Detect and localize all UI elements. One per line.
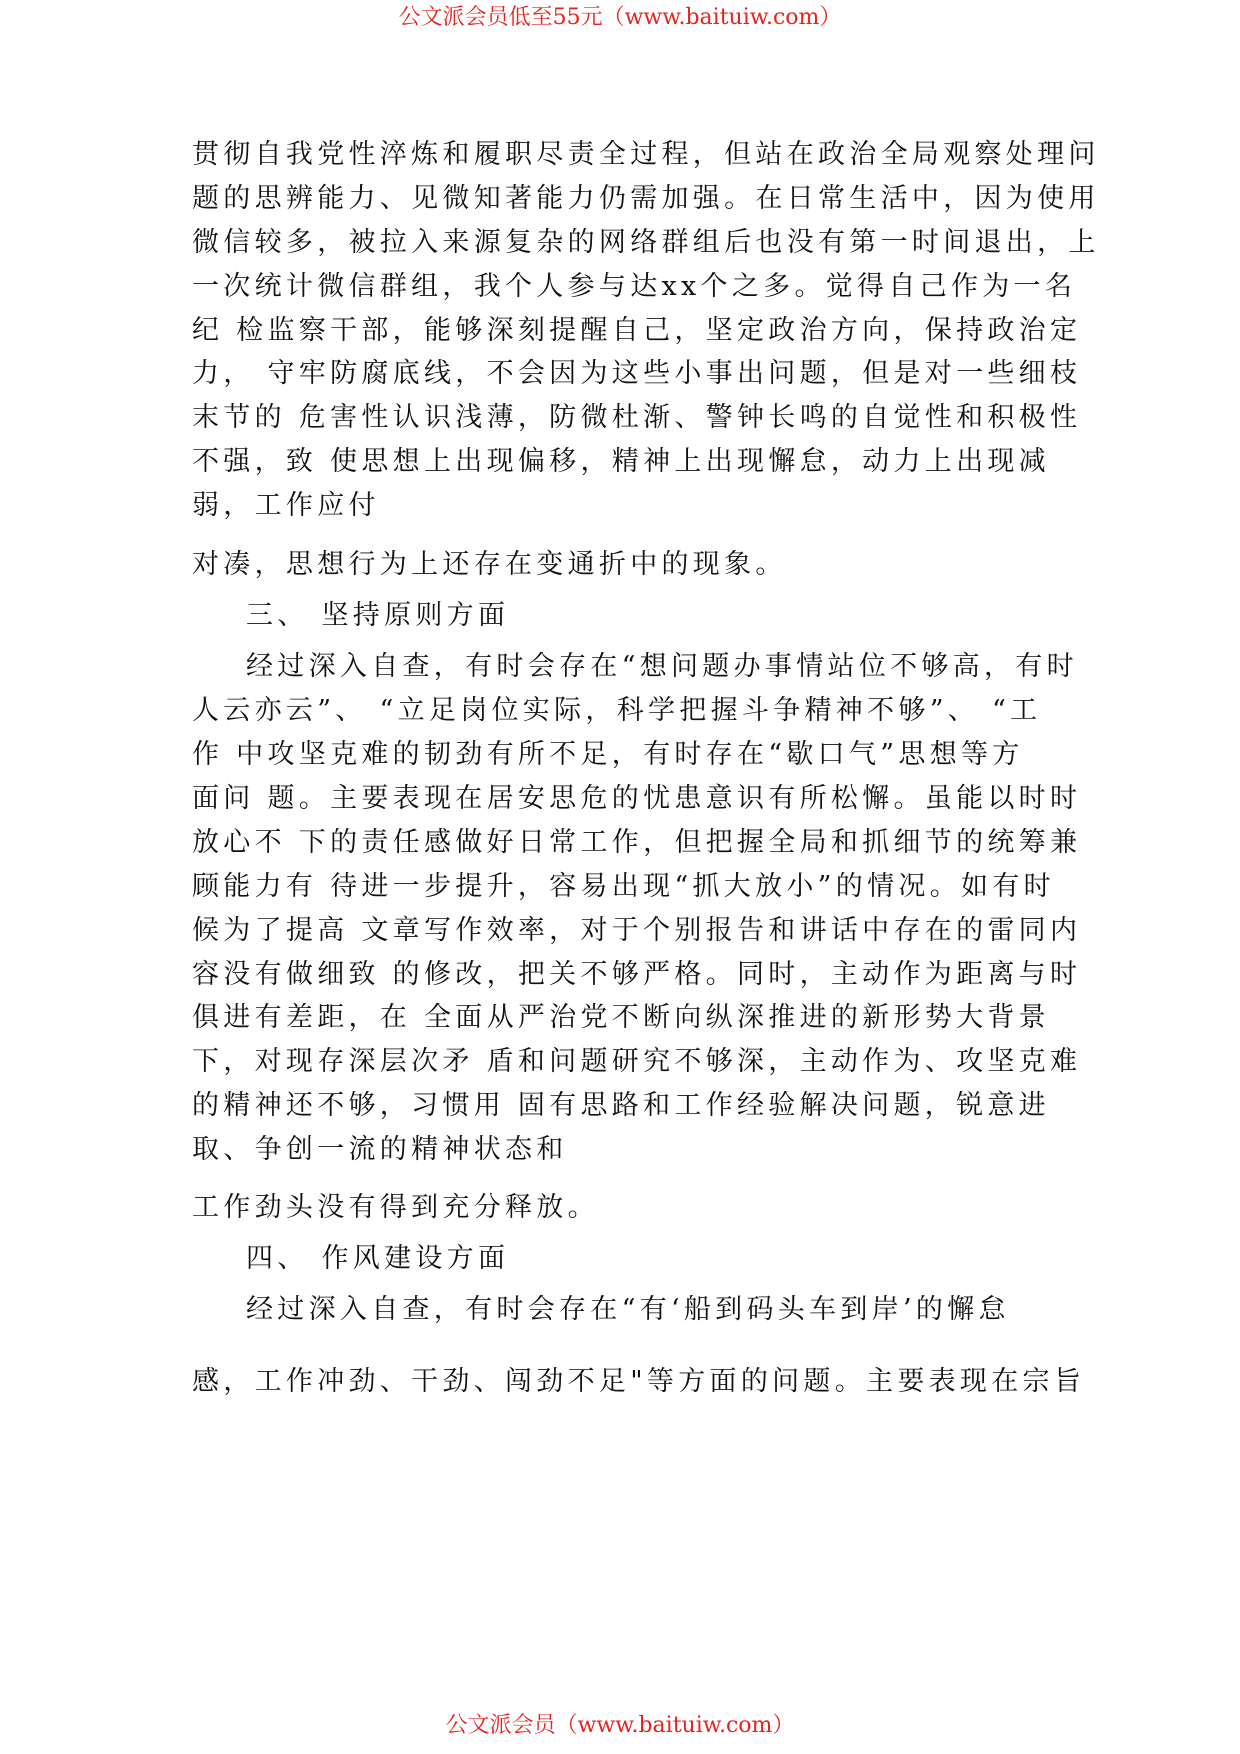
body-line: 经过深入自查，有时会存在“有‘船到码头车到岸’的懈怠 [246, 1294, 1010, 1325]
body-line: 下，对现存深层次矛 盾和问题研究不够深，主动作为、攻坚克难 [192, 1046, 1082, 1077]
body-line: 微信较多，被拉入来源复杂的网络群组后也没有第一时间退出，上 [192, 227, 1100, 258]
body-line: 末节的 危害性认识浅薄，防微杜渐、警钟长鸣的自觉性和积极性 [192, 402, 1082, 433]
section-heading: 三、 坚持原则方面 [246, 600, 510, 631]
body-line: 候为了提高 文章写作效率，对于个别报告和讲话中存在的雷同内 [192, 915, 1082, 946]
body-line: 放心不 下的责任感做好日常工作，但把握全局和抓细节的统筹兼 [192, 827, 1082, 858]
body-line: 俱进有差距，在 全面从严治党不断向纵深推进的新形势大背景 [192, 1002, 1050, 1033]
body-line: 题的思辨能力、见微知著能力仍需加强。在日常生活中，因为使用 [192, 183, 1100, 214]
body-line: 取、争创一流的精神状态和 [192, 1134, 568, 1165]
body-line: 作 中攻坚克难的韧劲有所不足，有时存在“歇口气”思想等方 [192, 739, 1024, 770]
body-line: 顾能力有 待进一步提升，容易出现“抓大放小”的情况。如有时 [192, 871, 1055, 902]
body-line: 对凑，思想行为上还存在变通折中的现象。 [192, 549, 787, 580]
header-banner[interactable]: 公文派会员低至55元（www.baituiw.com） [398, 5, 842, 30]
body-line: 人云亦云”、 “立足岗位实际，科学把握斗争精神不够”、 “工 [192, 695, 1042, 726]
body-line: 不强，致 使思想上出现偏移，精神上出现懈怠，动力上出现减 [192, 446, 1050, 477]
body-line: 面问 题。主要表现在居安思危的忧患意识有所松懈。虽能以时时 [192, 783, 1082, 814]
body-line: 弱，工作应付 [192, 490, 380, 521]
body-line: 工作劲头没有得到充分释放。 [192, 1192, 599, 1223]
body-line: 贯彻自我党性淬炼和履职尽责全过程，但站在政治全局观察处理问 [192, 139, 1100, 170]
body-line: 经过深入自查，有时会存在“想问题办事情站位不够高，有时 [246, 651, 1078, 682]
body-line: 的精神还不够，习惯用 固有思路和工作经验解决问题，锐意进 [192, 1090, 1050, 1121]
section-heading: 四、 作风建设方面 [246, 1243, 510, 1274]
body-line: 容没有做细致 的修改，把关不够严格。同时，主动作为距离与时 [192, 959, 1082, 990]
body-line: 感，工作冲劲、干劲、闯劲不足"等方面的问题。主要表现在宗旨 [192, 1366, 1086, 1397]
body-line: 一次统计微信群组，我个人参与达xx个之多。觉得自己作为一名 [192, 271, 1077, 302]
body-line: 纪 检监察干部，能够深刻提醒自己，坚定政治方向，保持政治定 [192, 315, 1082, 346]
body-line: 力， 守牢防腐底线，不会因为这些小事出问题，但是对一些细枝 [192, 358, 1082, 389]
footer-banner[interactable]: 公文派会员（www.baituiw.com） [445, 1713, 795, 1738]
